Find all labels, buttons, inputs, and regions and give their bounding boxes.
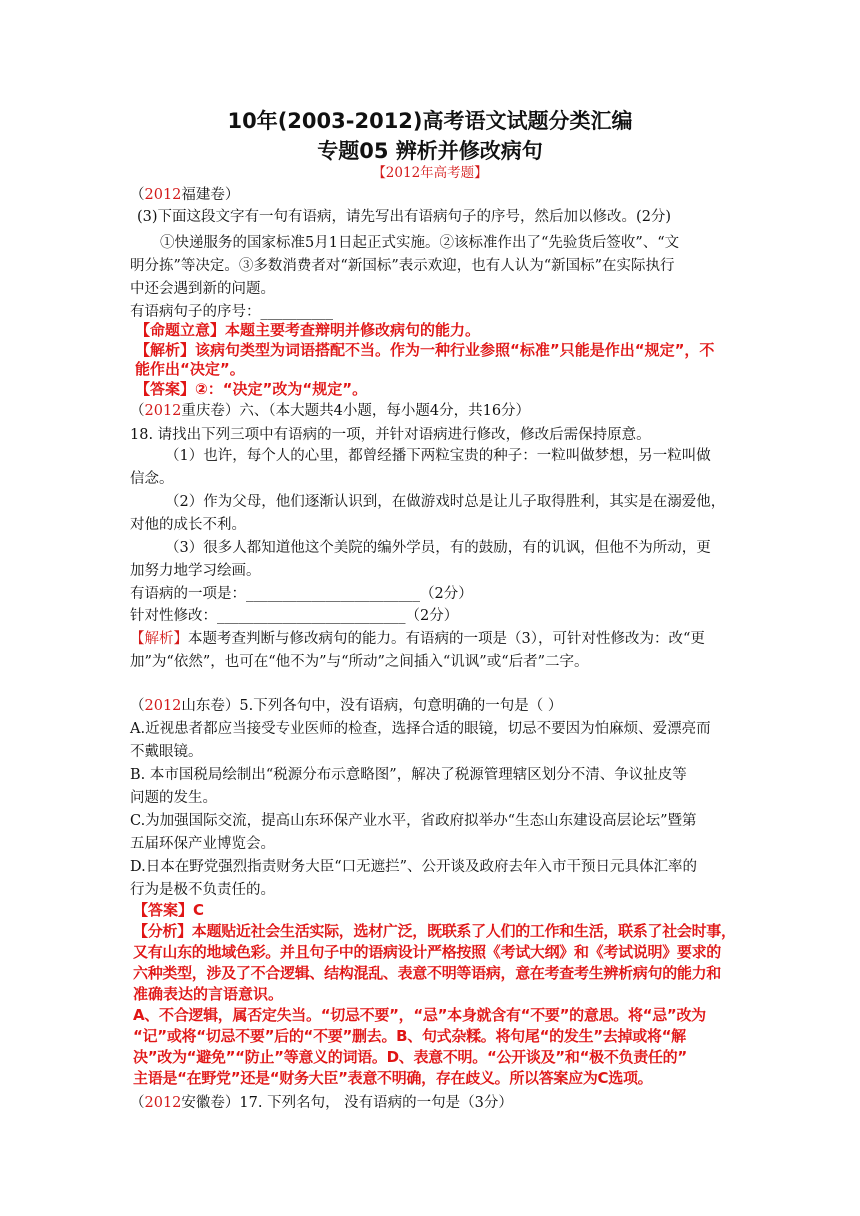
question-text: (3)下面这段文字有一句有语病，请先写出有语病句子的序号，然后加以修改。(2分) [137, 209, 672, 225]
stamp-analysis-cont: 能作出“决定”。 [135, 360, 245, 378]
passage-line: 中还会遇到新的问题。 [130, 281, 275, 297]
option-a-cont: 不戴眼镜。 [130, 744, 203, 760]
stamp-analysis: 【解析】该病句类型为词语搭配不当。作为一种行业参照“标准”只能是作出“规定”，不 [135, 341, 715, 359]
passage-line: ①快递服务的国家标准5月1日起正式实施。②该标准作出了“先验货后签收”、“文 [160, 235, 680, 251]
document-subtitle: 专题05 辨析并修改病句 [317, 139, 543, 163]
option-a: A.近视患者都应当接受专业医师的检查，选择合适的眼镜，切忌不要因为怕麻烦、爱漂亮而 [130, 721, 711, 737]
stamp-analysis: 决”改为“避免”“防止”等意义的词语。D、表意不明。“公开谈及”和“极不负责任的” [133, 1048, 687, 1066]
option-line: 信念。 [130, 471, 174, 487]
question-text: 18. 请找出下列三项中有语病的一项，并针对语病进行修改，修改后需保持原意。 [130, 427, 651, 443]
source-tag-shandong: （2012山东卷）5.下列各句中，没有语病，句意明确的一句是（ ） [130, 698, 563, 714]
option-line: （1）也许，每个人的心里，都曾经播下两粒宝贵的种子：一粒叫做梦想，另一粒叫做 [165, 448, 711, 464]
stamp-analysis: “记”或将“切忌不要”后的“不要”删去。B、句式杂糅。将句尾“的发生”去掉或将“解 [133, 1027, 686, 1045]
source-tag-fujian: （2012福建卷） [130, 187, 240, 203]
answer-blank: 有语病句子的序号：__________ [130, 304, 333, 320]
answer-blank: 有语病的一项是：________________________（2分） [130, 586, 473, 602]
source-tag-chongqing: （2012重庆卷）六、（本大题共4小题，每小题4分，共16分） [130, 403, 531, 419]
option-line: （2）作为父母，他们逐渐认识到，在做游戏时总是让儿子取得胜利，其实是在溺爱他， [165, 494, 726, 510]
passage-line: 明分拣”等决定。③多数消费者对“新国标”表示欢迎，也有人认为“新国标”在实际执行 [130, 258, 675, 274]
explanation-line: 【解析】本题考查判断与修改病句的能力。有语病的一项是（3），可针对性修改为：改“更 [130, 631, 705, 647]
stamp-analysis: 准确表达的言语意识。 [133, 985, 284, 1003]
section-heading: 【2012年高考题】 [372, 165, 488, 181]
document-title: 10年(2003-2012)高考语文试题分类汇编 [227, 109, 633, 133]
option-d: D.日本在野党强烈指责财务大臣“口无遮拦”、公开谈及政府去年入市干预日元具体汇率的 [130, 859, 698, 875]
explanation-line: 加”为“依然”，也可在“他不为”与“所动”之间插入“讥讽”或“后者”二字。 [130, 654, 589, 670]
option-line: （3）很多人都知道他这个美院的编外学员，有的鼓励，有的讥讽，但他不为所动，更 [165, 540, 711, 556]
stamp-answer: 【答案】C [133, 901, 205, 919]
stamp-answer: 【答案】②：“决定”改为“规定”。 [135, 380, 368, 398]
stamp-analysis: 又有山东的地域色彩。并且句子中的语病设计严格按照《考试大纲》和《考试说明》要求的 [133, 943, 722, 961]
source-tag-anhui: （2012安徽卷）17. 下列名句， 没有语病的一句是（3分） [130, 1095, 513, 1111]
option-c-cont: 五届环保产业博览会。 [130, 836, 275, 852]
stamp-analysis: 主语是“在野党”还是“财务大臣”表意不明确，存在歧义。所以答案应为C选项。 [133, 1069, 653, 1087]
stamp-analysis: 六种类型，涉及了不合逻辑、结构混乱、表意不明等语病，意在考查考生辨析病句的能力和 [133, 964, 722, 982]
option-c: C.为加强国际交流，提高山东环保产业水平，省政府拟举办“生态山东建设高层论坛”暨第 [130, 813, 697, 829]
option-line: 加努力地学习绘画。 [130, 563, 261, 579]
stamp-analysis: A、不合逻辑，属否定失当。“切忌不要”，“忌”本身就含有“不要”的意思。将“忌”改为 [133, 1006, 706, 1024]
stamp-analysis: 【分析】本题贴近社会生活实际，选材广泛，既联系了人们的工作和生活，联系了社会时事， [133, 922, 736, 940]
stamp-intent: 【命题立意】本题主要考查辩明并修改病句的能力。 [135, 321, 481, 339]
option-b: B. 本市国税局绘制出“税源分布示意略图”，解决了税源管理辖区划分不清、争议扯皮等 [130, 767, 687, 783]
option-b-cont: 问题的发生。 [130, 790, 217, 806]
option-line: 对他的成长不利。 [130, 517, 246, 533]
answer-blank: 针对性修改：__________________________（2分） [130, 608, 459, 624]
option-d-cont: 行为是极不负责任的。 [130, 882, 275, 898]
